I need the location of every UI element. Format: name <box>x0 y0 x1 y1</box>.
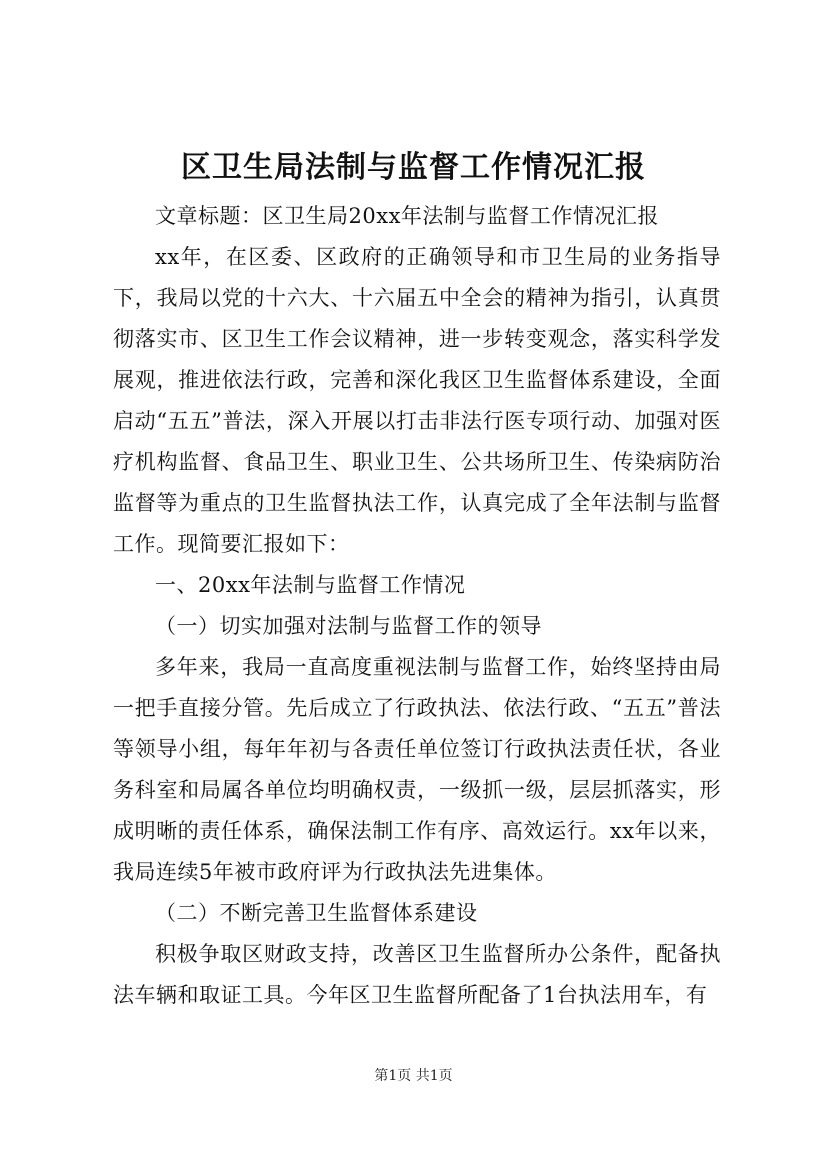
document-body <box>113 196 721 1016</box>
body-paragraph-2: 积极争取区财政支持，改善区卫生监督所办公条件，配备执法车辆和取证工具。今年区卫生监督所配备了1台执法用车，有 <box>113 942 721 1007</box>
section-heading: 一、20xx年法制与监督工作情况 <box>155 573 466 597</box>
subsection-heading-2: （二）不断完善卫生监督体系建设 <box>155 901 478 925</box>
body-paragraph-1: 多年来，我局一直高度重视法制与监督工作，始终坚持由局一把手直接分管。先后成立了行政执法、依法行政、“五五”普法等领导小组，每年年初与各责任单位签订行政执法责任状，各业务科室和局属各单位均明确权责，一级抓一级，层层抓落实，形成明晰的责任体系，确保法制工作有序、高效运行。xx年以来，我局连续5年被市政府评为行政执法先进集体。 <box>113 655 721 884</box>
intro-paragraph: xx年，在区委、区政府的正确领导和市卫生局的业务指导下，我局以党的十六大、十六届五中全会的精神为指引，认真贯彻落实市、区卫生工作会议精神，进一步转变观念，落实科学发展观，推进依法行政，完善和深化我区卫生监督体系建设，全面启动“五五”普法，深入开展以打击非法行医专项行动、加强对医疗机构监督、食品卫生、职业卫生、公共场所卫生、传染病防治监督等为重点的卫生监督执法工作，认真完成了全年法制与监督工作。现简要汇报如下： <box>113 245 721 556</box>
article-title-line: 文章标题：区卫生局20xx年法制与监督工作情况汇报 <box>155 204 659 228</box>
subsection-heading-1: （一）切实加强对法制与监督工作的领导 <box>155 614 542 638</box>
page-footer: 第1页 共1页 <box>374 1068 453 1084</box>
document-title: 区卫生局法制与监督工作情况汇报 <box>181 150 646 185</box>
